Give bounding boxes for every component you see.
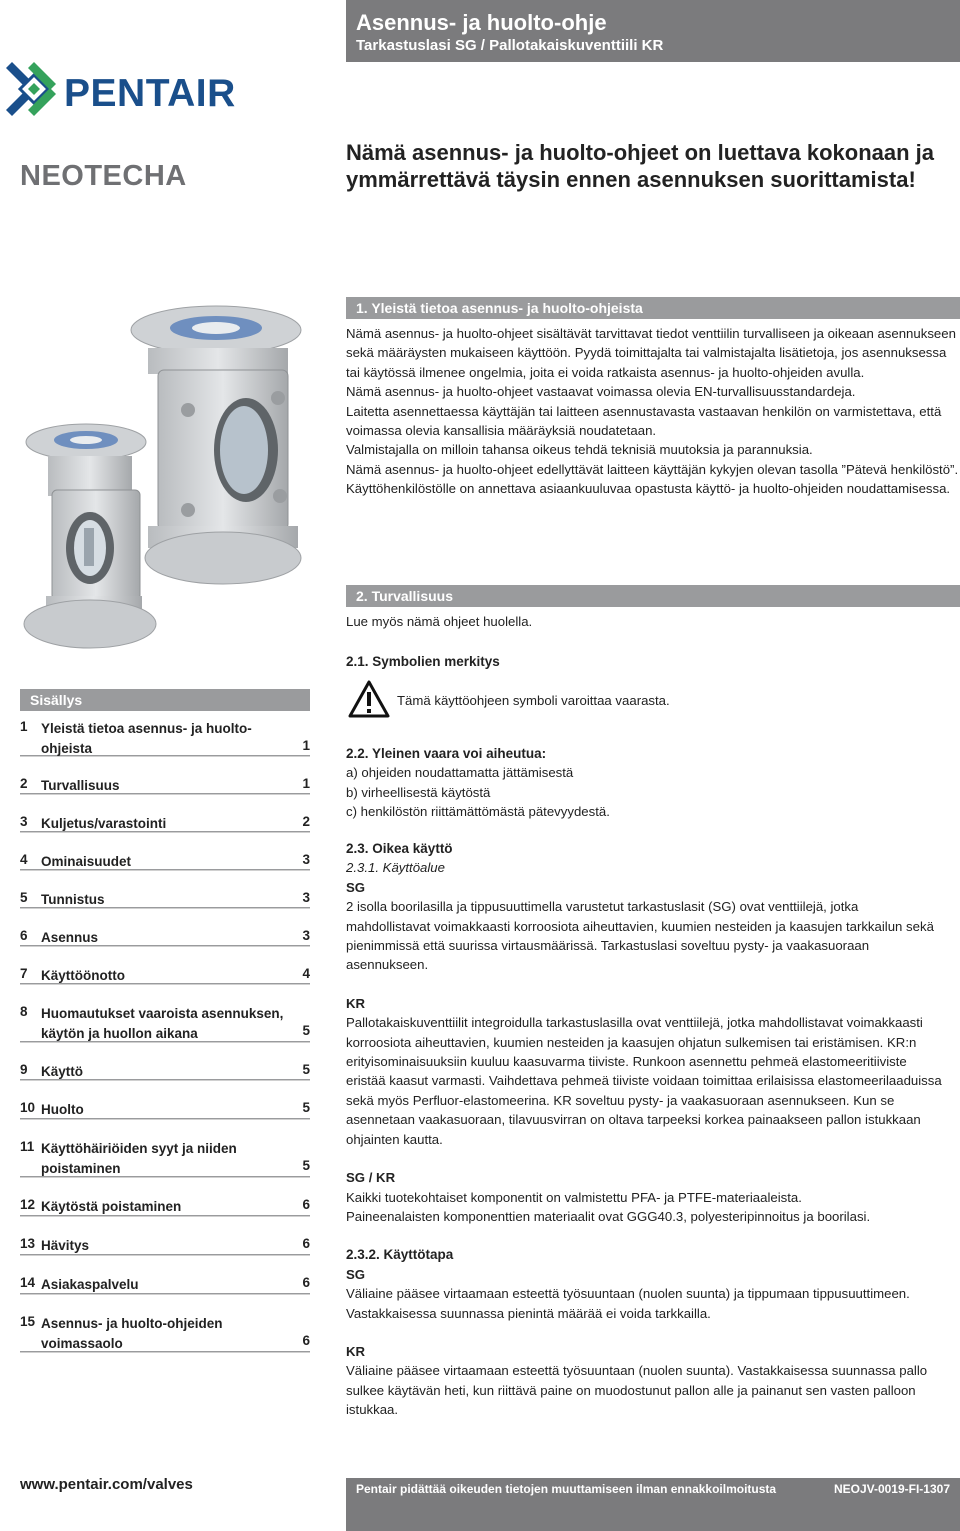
- sg-kr-line: Paineenalaisten komponenttien materiaalit ovat GGG40.3, polyesteripinnoitus ja boorilasi.: [346, 1208, 871, 1224]
- toc-item-2[interactable]: 2 Turvallisuus 1: [20, 756, 310, 794]
- section-2-3-2-heading: 2.3.2. Käyttötapa: [346, 1247, 454, 1263]
- section-1-body: [346, 324, 960, 499]
- sg-kr-label: SG / KR: [346, 1170, 396, 1186]
- toc-item-12[interactable]: 12 Käytöstä poistaminen 6: [20, 1177, 310, 1216]
- document-header: [346, 0, 960, 62]
- operation-kr-text: Väliaine pääsee virtaamaan esteettä työsuuntaan (nuolen suunta). Vastakkaisessa suunnassa pallo sulkee käytävän heti, kun riittävä paine on muodostunut pallon alle ja painanut sen vasten palloon istukkaa.: [346, 1363, 928, 1418]
- sg-text: 2 isolla boorilasilla ja tippusuuttimella varustetut tarkastuslasit (SG) ovat venttiilejä, jotka mahdollistavat voimakkaasti korroosiota aiheuttavien, kuumien nesteiden ja kaasujen tarkkailun sekä pienimmissä että suurissa virtausmäärissä. Tarkastuslasi soveltuu pysty- ja vaakasuoraan asennukseen.: [346, 899, 934, 973]
- intro-warning: Nämä asennus- ja huolto-ohjeet on luettava kokonaan ja ymmärrettävä täysin ennen asennuksen suorittamista!: [346, 140, 935, 192]
- operation-sg-label: SG: [346, 1266, 366, 1282]
- toc-item-5[interactable]: 5 Tunnistus 3: [20, 870, 310, 908]
- section-2-2-heading: 2.2. Yleinen vaara voi aiheutua:: [346, 746, 547, 761]
- toc-item-8[interactable]: 8 Huomautukset vaaroista asennuksen, käytön ja huollon aikana 5: [20, 984, 310, 1042]
- hazard-item: a) ohjeiden noudattamatta jättämisestä: [346, 765, 574, 781]
- sub-brand: NEOTECHA: [20, 160, 187, 192]
- section-2-1-heading: 2.1. Symbolien merkitys: [346, 654, 500, 669]
- operation-kr-label: KR: [346, 1343, 366, 1359]
- toc-item-15[interactable]: 15 Asennus- ja huolto-ohjeiden voimassaolo 6: [20, 1294, 310, 1352]
- toc-item-3[interactable]: 3 Kuljetus/varastointi 2: [20, 794, 310, 832]
- section-2-2: [346, 744, 960, 822]
- pentair-logo: [4, 58, 244, 120]
- sg-label: SG: [346, 879, 366, 895]
- kr-text: Pallotakaiskuventtiilit integroidulla tarkastuslasilla ovat venttiilejä, jotka mahdollistavat voimakkaasti korroosiota aiheuttavien, kuumien nesteiden ja kaasujen ohjatun sulkemisen tai eristämisen. KR:n erityisominaisuuksiin kuuluu kaasuvarma tiiviste. Runkoon asennettu pehmeä elastomeeritiiviste eristää kaasut varmasti. Vaihdettava pehmeä tiiviste voidaan toimittaa erilaisissa elastomeerilaaduissa sekä myös Perfluor-elastomeerina. KR soveltuu pysty- ja vaakasuoraan asennukseen. Kun se asennetaan vaakasuoraan, tilavuusvirran on oltava tarpeeksi korkea painaakseen pallon istukkaan ohjainten kautta.: [346, 1015, 942, 1147]
- hazard-item: b) virheellisestä käytöstä: [346, 784, 491, 800]
- section-2-3: [346, 839, 946, 1420]
- operation-sg-text: Väliaine pääsee virtaamaan esteettä työsuuntaan (nuolen suunta) ja tippumaan tippusuuttimeen. Vastakkaisessa suunnassa pienintä määrää ei voida tarkkailla.: [346, 1286, 910, 1321]
- section-1-paragraph: Käyttöhenkilöstölle on annettava asiaankuuluvaa opastusta käyttö- ja huolto-ohjeiden noudattamisessa.: [346, 481, 951, 497]
- section-1-heading: 1. Yleistä tietoa asennus- ja huolto-ohjeista: [346, 297, 960, 319]
- product-image: [18, 300, 328, 660]
- toc-item-10[interactable]: 10 Huolto 5: [20, 1080, 310, 1119]
- toc-item-14[interactable]: 14 Asiakaspalvelu 6: [20, 1255, 310, 1294]
- document-code: NEOJV-0019-FI-1307: [833, 1482, 950, 1496]
- toc-item-9[interactable]: 9 Käyttö 5: [20, 1042, 310, 1080]
- section-1-paragraph: Nämä asennus- ja huolto-ohjeet sisältävät tarvittavat tiedot venttiilin turvalliseen ja oikeaan asennukseen sekä määräysten mukaiseen käyttöön. Pyydä toimittajalta tai valmistajalta lisätietoja, jos asennuksessa tai käytössä ilmenee ongelmia, joita ei voida ratkaista asennus- ja huolto-ohjeiden avulla.: [346, 326, 956, 380]
- toc-item-7[interactable]: 7 Käyttöönotto 4: [20, 946, 310, 984]
- toc-heading: Sisällys: [20, 689, 310, 711]
- section-1-paragraph: Laitetta asennettaessa käyttäjän tai laitteen asennustavasta vastaavan henkilön on varmistettava, että voimassa olevia kansallisia määräyksiä noudatetaan.: [346, 403, 942, 439]
- sg-kr-line: Kaikki tuotekohtaiset komponentit on valmistettu PFA- ja PTFE-materiaaleista.: [346, 1189, 802, 1205]
- toc-item-11[interactable]: 11 Käyttöhäiriöiden syyt ja niiden poistaminen 5: [20, 1119, 310, 1177]
- toc-item-4[interactable]: 4 Ominaisuudet 3: [20, 832, 310, 870]
- kr-label: KR: [346, 995, 366, 1011]
- toc-item-13[interactable]: 13 Hävitys 6: [20, 1216, 310, 1255]
- document-subtitle: Tarkastuslasi SG / Pallotakaiskuventtiili KR: [356, 37, 664, 54]
- logo-wordmark: PENTAIR: [64, 72, 236, 115]
- pentair-mark-icon: [4, 58, 60, 120]
- section-2-3-heading: 2.3. Oikea käyttö: [346, 841, 453, 856]
- section-2-lead: Lue myös nämä ohjeet huolella.: [346, 614, 533, 629]
- section-1-paragraph: Nämä asennus- ja huolto-ohjeet vastaavat voimassa olevia EN-turvallisuusstandardeja.: [346, 384, 856, 400]
- section-1-paragraph: Nämä asennus- ja huolto-ohjeet edellyttävät laitteen käyttäjän kykyjen olevan tasolla ”Pätevä henkilöstö”.: [346, 461, 959, 477]
- footer-disclaimer: Pentair pidättää oikeuden tietojen muuttamiseen ilman ennakkoilmoitusta: [356, 1482, 777, 1496]
- footer-bar: [346, 1478, 960, 1531]
- warning-triangle-icon: [348, 680, 390, 718]
- toc-item-1[interactable]: 1 Yleistä tietoa asennus- ja huolto-ohjeista 1: [20, 719, 310, 756]
- hazard-item: c) henkilöstön riittämättömästä pätevyydestä.: [346, 804, 610, 820]
- table-of-contents: [20, 717, 310, 1352]
- section-1-paragraph: Valmistajalla on milloin tahansa oikeus tehdä teknisiä muutoksia ja parannuksia.: [346, 442, 813, 458]
- footer-url[interactable]: www.pentair.com/valves: [20, 1476, 193, 1493]
- document-title: Asennus- ja huolto-ohje: [356, 10, 607, 35]
- section-2-heading: 2. Turvallisuus: [346, 585, 960, 607]
- warning-symbol-text: Tämä käyttöohjeen symboli varoittaa vaarasta.: [397, 693, 670, 708]
- toc-item-6[interactable]: 6 Asennus 3: [20, 908, 310, 946]
- section-2-3-1-heading: 2.3.1. Käyttöalue: [346, 860, 445, 876]
